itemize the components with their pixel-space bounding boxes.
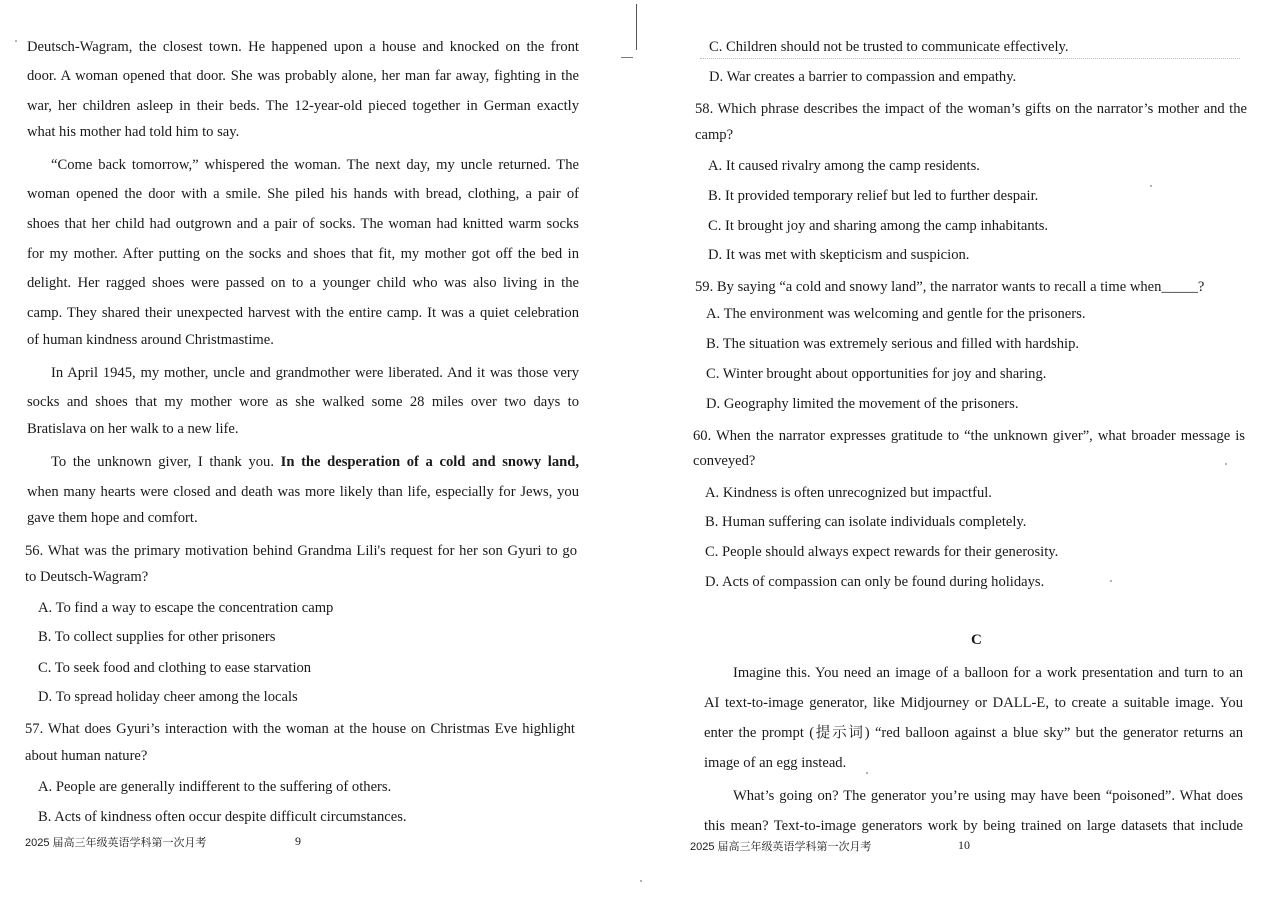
text-line [51,453,579,471]
question-stem: conveyed? [693,453,756,469]
question-stem: about human nature? [25,748,148,764]
question-stem: 60. When the narrator expresses gratitude to “the unknown giver”, what broader message is [693,428,1245,444]
answer-option: A. Kindness is often unrecognized but impactful. [705,485,992,501]
section-heading: C [971,632,982,648]
text-line: delight. Her ragged shoes were passed on to a younger child who was also living in the [27,275,579,291]
text-line: shoes that her child had outgrown and a pair of socks. The woman had knitted warm socks [27,216,579,232]
answer-option: C. It brought joy and sharing among the camp inhabitants. [708,218,1049,234]
text-line: this mean? Text-to-image generators work by being trained on large datasets that include [704,818,1243,834]
text-line: gave them hope and comfort. [27,510,198,526]
question-stem: 57. What does Gyuri’s interaction with the woman at the house on Christmas Eve highlight [25,721,575,737]
answer-option: D. War creates a barrier to compassion and empathy. [709,69,1017,85]
text-line: woman opened the door with a smile. She piled his hands with bread, clothing, a pair of [27,186,579,202]
question-stem: camp? [695,127,734,143]
text-line: of human kindness around Christmastime. [27,332,274,348]
text-line: Deutsch-Wagram, the closest town. He happened upon a house and knocked on the front [27,39,579,55]
text-line: image of an egg instead. [704,755,847,771]
emphasized-phrase: In the desperation of a cold and snowy land, [280,454,579,470]
answer-option: B. Human suffering can isolate individuals completely. [705,514,1027,530]
answer-option: A. The environment was welcoming and gentle for the prisoners. [706,306,1086,322]
answer-option: D. Geography limited the movement of the prisoners. [706,396,1019,412]
scan-speck [1110,580,1112,582]
answer-option: C. Winter brought about opportunities for joy and sharing. [706,366,1047,382]
binding-mark [621,57,633,58]
page-footer: 2025 届高三年级英语学科第一次月考 [690,841,872,853]
text-line: AI text-to-image generator, like Midjourney or DALL-E, to create a suitable image. You [704,695,1243,711]
text-line: “Come back tomorrow,” whispered the woman. The next day, my uncle returned. The [51,157,579,173]
text-line: Bratislava on her walk to a new life. [27,421,239,437]
answer-option: A. To find a way to escape the concentration camp [38,600,334,616]
answer-option: D. Acts of compassion can only be found during holidays. [705,574,1045,590]
question-stem: 59. By saying “a cold and snowy land”, the narrator wants to recall a time when_____? [695,279,1205,295]
scan-speck [15,40,17,42]
scan-artifact-line [700,58,1240,59]
answer-option: B. It provided temporary relief but led to further despair. [708,188,1039,204]
page-binding-line [636,4,637,50]
question-stem: 58. Which phrase describes the impact of the woman’s gifts on the narrator’s mother and the [695,101,1247,117]
text-line: when many hearts were closed and death was more likely than life, especially for Jews, you [27,484,579,500]
scan-speck [1225,463,1227,465]
text-line: What’s going on? The generator you’re using may have been “poisoned”. What does [733,788,1243,804]
text-line: In April 1945, my mother, uncle and grandmother were liberated. And it was those very [51,365,579,381]
question-stem: 56. What was the primary motivation behind Grandma Lili's request for her son Gyuri to go [25,543,577,559]
answer-option: D. To spread holiday cheer among the locals [38,689,298,705]
question-stem: to Deutsch-Wagram? [25,569,149,585]
answer-option: C. Children should not be trusted to communicate effectively. [709,39,1069,55]
text-line: Imagine this. You need an image of a balloon for a work presentation and turn to an [733,665,1243,681]
text-line: socks and shoes that my mother wore as she walked some 28 miles over two days to [27,394,579,410]
page-number: 10 [958,838,970,852]
answer-option: C. To seek food and clothing to ease starvation [38,660,312,676]
answer-option: B. To collect supplies for other prisoners [38,629,276,645]
text-line: door. A woman opened that door. She was probably alone, her man far away, fighting in the [27,68,579,84]
text-line: for my mother. After putting on the socks and shoes that fit, my mother got off the bed in [27,246,579,262]
scan-speck [1150,185,1152,187]
text-line: camp. They shared their unexpected harvest with the entire camp. It was a quiet celebration [27,305,579,321]
page-footer: 2025 届高三年级英语学科第一次月考 [25,837,207,849]
answer-option: A. People are generally indifferent to the suffering of others. [38,779,392,795]
page-number: 9 [295,834,301,848]
scan-speck [866,772,868,774]
answer-option: A. It caused rivalry among the camp residents. [708,158,980,174]
scan-speck [640,880,642,882]
answer-option: D. It was met with skepticism and suspicion. [708,247,970,263]
answer-option: C. People should always expect rewards for their generosity. [705,544,1059,560]
answer-option: B. The situation was extremely serious and filled with hardship. [706,336,1080,352]
text-line: war, her children asleep in their beds. The 12-year-old pieced together in German exactly [27,98,579,114]
text-line: what his mother had told him to say. [27,124,240,140]
answer-option: B. Acts of kindness often occur despite difficult circumstances. [38,809,407,825]
text-span: To the unknown giver, I thank you. [51,454,281,470]
text-line: enter the prompt (提示词) “red balloon against a blue sky” but the generator returns an [704,725,1243,741]
